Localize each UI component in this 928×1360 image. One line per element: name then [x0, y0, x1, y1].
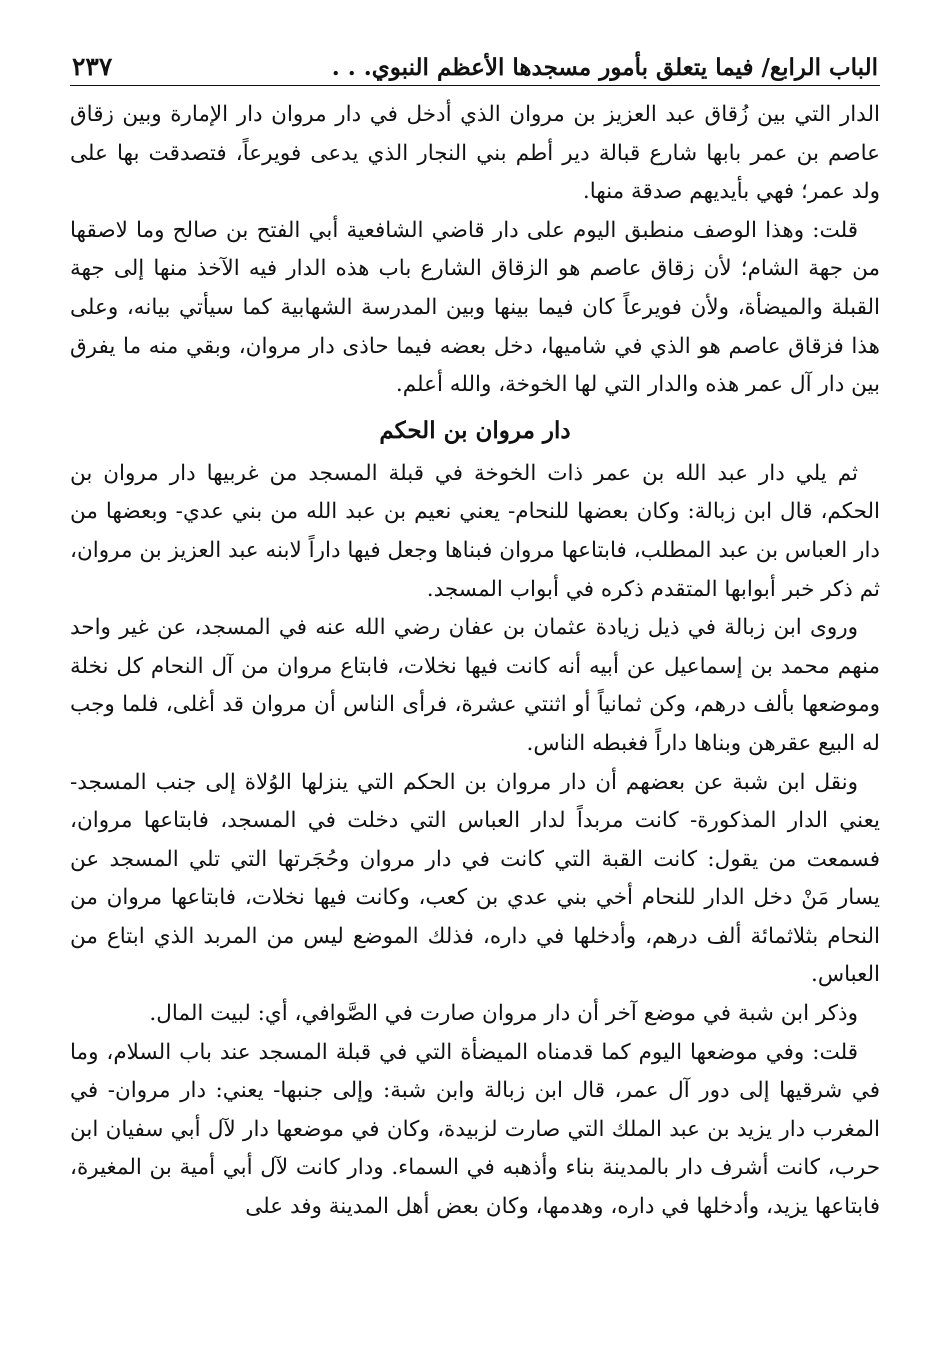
paragraph: قلت: وفي موضعها اليوم كما قدمناه الميضأة التي في قبلة المسجد عند باب السلام، وما في شرقيها إلى دور آل عمر، قال ابن زبالة وابن شبة: وإلى جنبها- يعني: دار مروان- في المغرب دار يزيد بن عبد الملك التي صارت لزبيدة، وكان في موضعها دار لآل أبي سفيان ابن حرب، كانت أشرف دار بالمدينة بناء وأذهبه في السماء. ودار كانت لآل أبي أمية بن المغيرة، فابتاعها يزيد، وأدخلها في داره، وهدمها، وكان بعض أهل المدينة وفد على — [70, 1039, 880, 1220]
paragraph: ونقل ابن شبة عن بعضهم أن دار مروان بن الحكم التي ينزلها الوُلاة إلى جنب المسجد- يعني الدار المذكورة- كانت مربداً لدار العباس التي دخلت في المسجد، فابتاعها مروان، فسمعت من يقول: كانت القبة التي كانت في دار مروان وحُجَرتها التي تلي المسجد عن يسار مَنْ دخل الدار للنحام أخي بني عدي بن كعب، وكانت فيها نخلات، فابتاعها مروان من النحام بثلاثمائة ألف درهم، وأدخلها في داره، فذلك الموضع ليس من المربد الذي ابتاع من العباس. — [70, 769, 880, 988]
section-heading: دار مروان بن الحكم — [379, 416, 571, 444]
paragraph: وروى ابن زبالة في ذيل زيادة عثمان بن عفان رضي الله عنه في المسجد، عن غير واحد منهم محمد بن إسماعيل عن أبيه أنه كانت فيها نخلات، فابتاع مروان من آل النحام كل نخلة وموضعها بألف درهم، وكن ثمانياً أو اثنتي عشرة، فرأى الناس أن مروان قد أغلى، فلما وجب له البيع عقرهن وبناها داراً فغبطه الناس. — [70, 615, 880, 756]
paragraph: ثم يلي دار عبد الله بن عمر ذات الخوخة في قبلة المسجد من غربيها دار مروان بن الحكم، قال ابن زبالة: وكان بعضها للنحام- يعني نعيم بن عبد الله من بني عدي- وبعضها من دار العباس بن عبد المطلب، فابتاعها مروان فبناها وجعل فيها داراً لابنه عبد العزيز بن مروان، ثم ذكر خبر أبوابها المتقدم ذكره في أبواب المسجد. — [70, 460, 880, 602]
paragraph: قلت: وهذا الوصف منطبق اليوم على دار قاضي الشافعية أبي الفتح بن صالح وما لاصقها من جهة الشام؛ لأن زقاق عاصم هو الزقاق الشارع باب هذه الدار فيه الآخذ منها إلى جهة القبلة والميضأة، ولأن فويرعاً كان فيما بينها وبين المدرسة الشهابية كما سيأتي بيانه، وعلى هذا فزقاق عاصم هو الذي في شاميها، دخل بعضه فيما حاذى دار مروان، وبقي منه ما يفرق بين دار آل عمر هذه والدار التي لها الخوخة، والله أعلم. — [70, 217, 880, 398]
paragraph: الدار التي بين زُقاق عبد العزيز بن مروان الذي أدخل في دار مروان دار الإمارة وبين زقاق عاصم بن عمر بابها شارع قبالة دير أطم بني النجار الذي يدعى فويرعاً، فتصدقت بها على ولد عمر؛ فهي بأيديهم صدقة منها. — [70, 102, 880, 205]
body-text — [70, 96, 880, 1227]
page-number: ٢٣٧ — [72, 52, 113, 81]
paragraph: وذكر ابن شبة في موضع آخر أن دار مروان صارت في الصَّوافي، أي: لبيت المال. — [149, 1001, 858, 1027]
running-header — [70, 40, 880, 86]
book-page — [70, 40, 880, 1227]
running-title: الباب الرابع/ فيما يتعلق بأمور مسجدها الأعظم النبوي. . . — [331, 54, 878, 81]
